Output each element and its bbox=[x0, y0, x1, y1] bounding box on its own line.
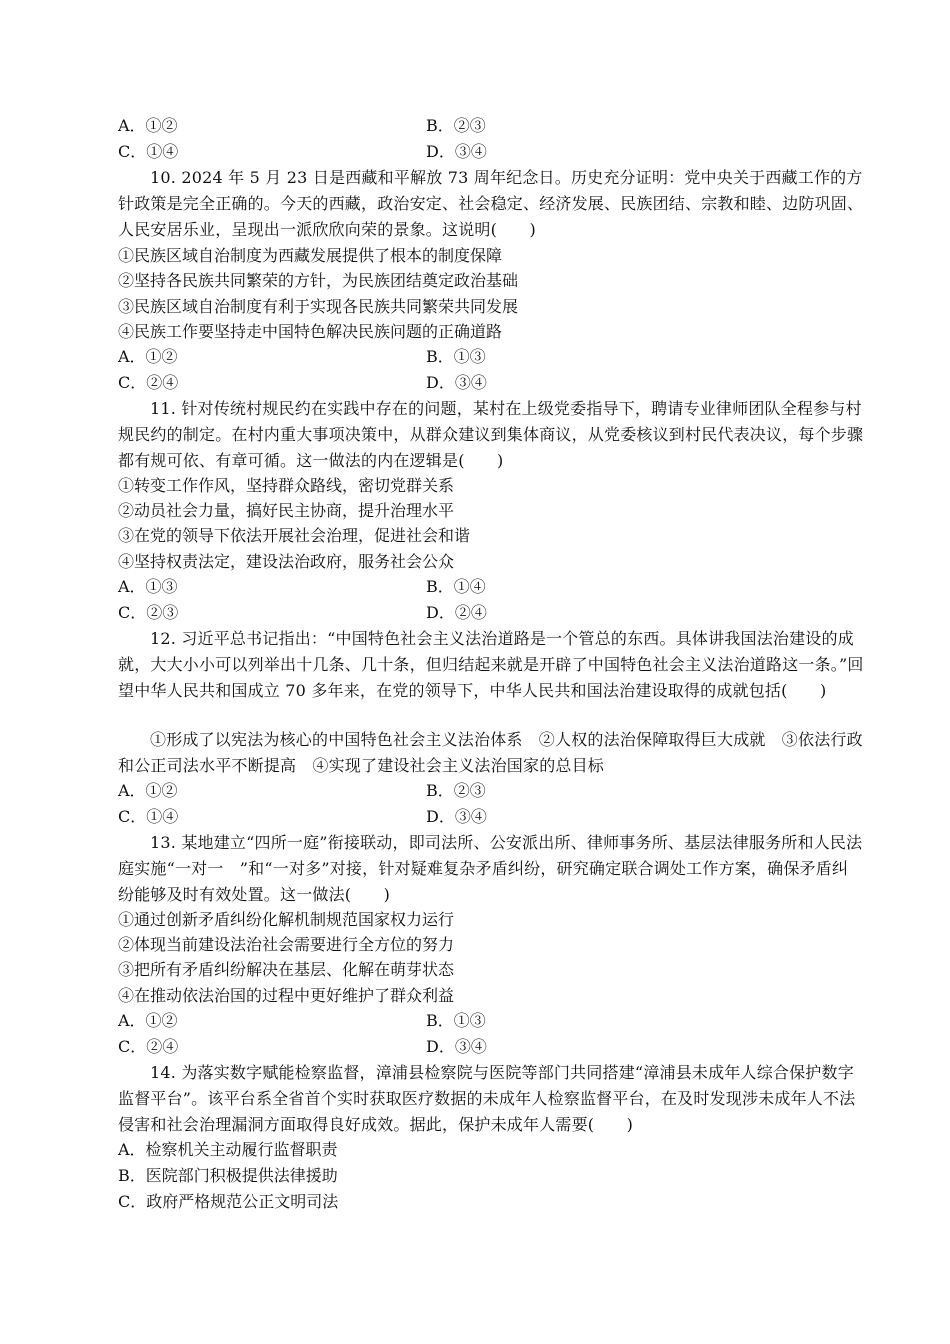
option-d[interactable]: D．③④ bbox=[426, 1037, 487, 1056]
option-row bbox=[118, 804, 858, 830]
option-row bbox=[118, 574, 858, 600]
option-b[interactable]: B．②③ bbox=[426, 116, 486, 135]
statement-3: ③民族区域自治制度有利于实现各民族共同繁荣共同发展 bbox=[118, 297, 519, 316]
option-a[interactable]: A．①② bbox=[118, 781, 178, 800]
statement-4: ④民族工作要坚持走中国特色解决民族问题的正确道路 bbox=[118, 322, 503, 341]
option-c[interactable]: C．政府严格规范公正文明司法 bbox=[118, 1192, 339, 1211]
option-row bbox=[118, 113, 858, 139]
option-a[interactable]: A．检察机关主动履行监督职责 bbox=[118, 1140, 338, 1159]
option-a[interactable]: A．①② bbox=[118, 347, 178, 366]
option-d[interactable]: D．③④ bbox=[426, 373, 487, 392]
question-14-stem: 14. 为落实数字赋能检察监督，漳浦县检察院与医院等部门共同搭建“漳浦县未成年人综合保护数字监督平台”。该平台系全省首个实时获取医疗数据的未成年人检察监督平台，在及时发现涉未成年人不法侵害和社会治理漏洞方面取得良好成效。据此，保护未成年人需要( ) bbox=[118, 1063, 856, 1134]
statement-2: ②动员社会力量，搞好民主协商，提升治理水平 bbox=[118, 501, 455, 520]
option-b[interactable]: B．①③ bbox=[426, 1011, 486, 1030]
option-c[interactable]: C．②④ bbox=[118, 373, 179, 392]
statement-4: ④在推动依法治国的过程中更好维护了群众利益 bbox=[118, 986, 455, 1005]
question-11-stem: 11. 针对传统村规民约在实践中存在的问题，某村在上级党委指导下，聘请专业律师团队全程参与村规民约的制定。在村内重大事项决策中，从群众建议到集体商议，从党委核议到村民代表决议，每个步骤都有规可依、有章可循。这一做法的内在逻辑是( ) bbox=[118, 399, 864, 470]
statement-4: ④坚持权责法定，建设法治政府，服务社会公众 bbox=[118, 552, 455, 571]
option-d[interactable]: D．③④ bbox=[426, 142, 487, 161]
option-row bbox=[118, 778, 858, 804]
option-a[interactable]: A．①③ bbox=[118, 577, 178, 596]
option-b[interactable]: B．①④ bbox=[426, 577, 486, 596]
question-12-statements: ①形成了以宪法为核心的中国特色社会主义法治体系 ②人权的法治保障取得巨大成就 ③依法行政和公正司法水平不断提高 ④实现了建设社会主义法治国家的总目标 bbox=[118, 730, 863, 775]
option-c[interactable]: C．②③ bbox=[118, 603, 179, 622]
option-a[interactable]: A．①② bbox=[118, 1011, 178, 1030]
option-b[interactable]: B．医院部门积极提供法律援助 bbox=[118, 1166, 338, 1185]
option-b[interactable]: B．②③ bbox=[426, 781, 486, 800]
question-10-stem: 10. 2024 年 5 月 23 日是西藏和平解放 73 周年纪念日。历史充分证明：党中央关于西藏工作的方针政策是完全正确的。今天的西藏，政治安定、社会稳定、经济发展、民族团结、宗教和睦、边防巩固、人民安居乐业，呈现出一派欣欣向荣的景象。这说明( ) bbox=[118, 168, 864, 239]
statement-1: ①民族区域自治制度为西藏发展提供了根本的制度保障 bbox=[118, 246, 503, 265]
statement-2: ②坚持各民族共同繁荣的方针，为民族团结奠定政治基础 bbox=[118, 271, 519, 290]
option-b[interactable]: B．①③ bbox=[426, 347, 486, 366]
option-row bbox=[118, 1034, 858, 1060]
option-d[interactable]: D．②④ bbox=[426, 603, 487, 622]
statement-3: ③在党的领导下依法开展社会治理，促进社会和谐 bbox=[118, 526, 471, 545]
statement-1: ①通过创新矛盾纠纷化解机制规范国家权力运行 bbox=[118, 910, 455, 929]
option-c[interactable]: C．②④ bbox=[118, 1037, 179, 1056]
statement-1: ①转变工作作风，坚持群众路线，密切党群关系 bbox=[118, 476, 455, 495]
option-c[interactable]: C．①④ bbox=[118, 807, 179, 826]
option-c[interactable]: C．①④ bbox=[118, 142, 179, 161]
question-12-stem: 12. 习近平总书记指出：“中国特色社会主义法治道路是一个管总的东西。具体讲我国法治建设的成就，大大小小可以列举出十几条、几十条，但归结起来就是开辟了中国特色社会主义法治道路这一条。”回望中华人民共和国成立 70 多年来，在党的领导下，中华人民共和国法治建设取得的成就包括( ) bbox=[118, 629, 864, 700]
question-13-stem: 13. 某地建立“四所一庭”衔接联动，即司法所、公安派出所、律师事务所、基层法律服务所和人民法庭实施“一对一 ”和“一对多”对接，针对疑难复杂矛盾纠纷，研究确定联合调处工作方案，确保矛盾纠纷能够及时有效处置。这一做法( ) bbox=[118, 833, 863, 904]
option-row bbox=[118, 139, 858, 165]
option-row bbox=[118, 1008, 858, 1034]
option-row bbox=[118, 600, 858, 626]
statement-3: ③把所有矛盾纠纷解决在基层、化解在萌芽状态 bbox=[118, 960, 455, 979]
statement-2: ②体现当前建设法治社会需要进行全方位的努力 bbox=[118, 935, 455, 954]
option-d[interactable]: D．③④ bbox=[426, 807, 487, 826]
option-row bbox=[118, 344, 858, 370]
option-row bbox=[118, 370, 858, 396]
option-a[interactable]: A．①② bbox=[118, 116, 178, 135]
